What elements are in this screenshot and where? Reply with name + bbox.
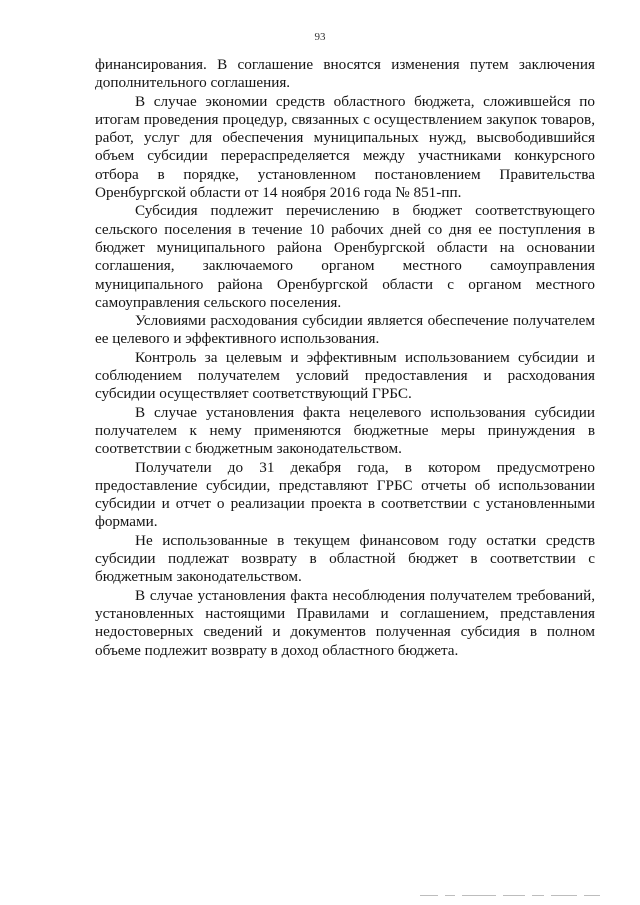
paragraph: В случае установления факта несоблюдения получателем требований, установленных настоящими Правилами и соглашением, представления недостоверных сведений и документов полученная субсидия в полном объеме подлежит возврату в доход областного бюджета. xyxy=(95,586,595,659)
page-number: 93 xyxy=(314,31,326,43)
paragraph: Не использованные в текущем финансовом году остатки средств субсидии подлежат возврату в областной бюджет в соответствии с бюджетным законодательством. xyxy=(95,531,595,586)
paragraph: В случае экономии средств областного бюджета, сложившейся по итогам проведения процедур, связанных с осуществлением закупок товаров, работ, услуг для обеспечения муниципальных нужд, высвободившийся объем субсидии перераспределяется между участниками конкурсного отбора в порядке, установленном постановлением Правительства Оренбургской области от 14 ноября 2016 года № 851-пп. xyxy=(95,92,595,202)
document-body xyxy=(95,56,595,660)
scan-artifact xyxy=(420,893,620,897)
paragraph: Субсидия подлежит перечислению в бюджет соответствующего сельского поселения в течение 10 рабочих дней со дня ее поступления в бюджет муниципального района Оренбургской области на основании соглашения, заключаемого органом местного самоуправления муниципального района Оренбургской области с органом местного самоуправления сельского поселения. xyxy=(95,202,595,311)
paragraph-continued: финансирования. В соглашение вносятся изменения путем заключения дополнительного соглашения. xyxy=(95,56,595,92)
paragraph: В случае установления факта нецелевого использования субсидии получателем к нему применяются бюджетные меры принуждения в соответствии с бюджетным законодательством. xyxy=(95,403,595,458)
paragraph: Получатели до 31 декабря года, в котором предусмотрено предоставление субсидии, представляют ГРБС отчеты об использовании субсидии и отчет о реализации проекта в соответствии с установленными формами. xyxy=(95,458,595,531)
paragraph: Контроль за целевым и эффективным использованием субсидии и соблюдением получателем условий предоставления и расходования субсидии осуществляет соответствующий ГРБС. xyxy=(95,348,595,403)
paragraph: Условиями расходования субсидии является обеспечение получателем ее целевого и эффективного использования. xyxy=(95,312,595,348)
